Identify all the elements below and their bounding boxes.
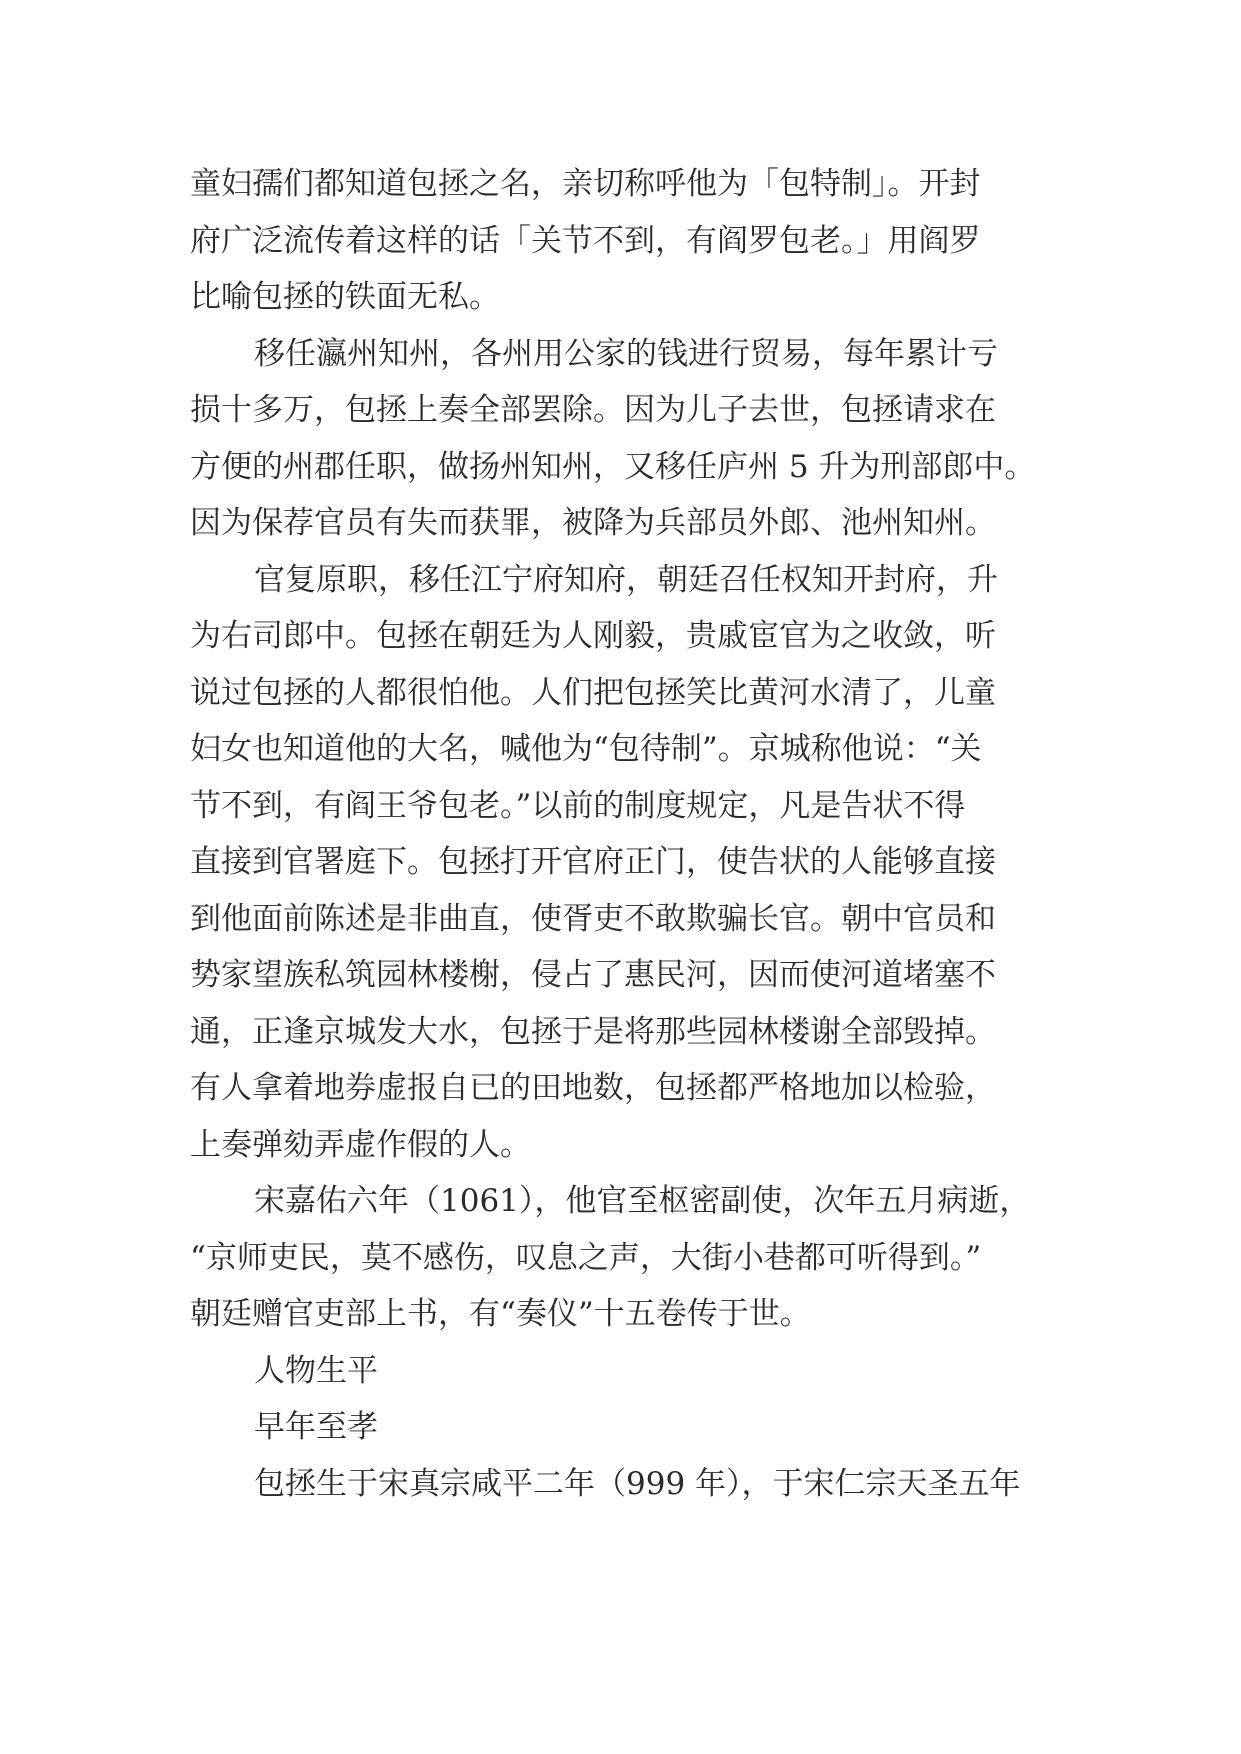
text-line: 通，正逢京城发大水，包拯于是将那些园林楼谢全部毁掉。 <box>190 1013 996 1050</box>
text-line: 为右司郎中。包拯在朝廷为人刚毅，贵戚宦官为之收敛，听 <box>190 618 996 654</box>
text-line: 因为保荐官员有失而获罪，被降为兵部员外郎、池州知州。 <box>190 505 996 541</box>
text-line: 比喻包拯的铁面无私。 <box>190 279 500 315</box>
paragraph-2 <box>190 326 1090 552</box>
text-line: 节不到，有阎王爷包老。”以前的制度规定，凡是告状不得 <box>190 787 966 824</box>
text-line: 上奏弹劾弄虚作假的人。 <box>190 1126 531 1163</box>
text-line: “京师吏民，莫不感伤，叹息之声，大街小巷都可听得到。” <box>190 1239 982 1276</box>
paragraph-5-first-line: 包拯生于宋真宗咸平二年（999 年），于宋仁宗天圣五年 <box>254 1465 1021 1502</box>
text-line: 损十多万，包拯上奏全部罢除。因为儿子去世，包拯请求在 <box>190 392 996 428</box>
text-line: 童妇孺们都知道包拯之名，亲切称呼他为「包特制」。开封 <box>190 166 981 202</box>
text-line: 移任瀛州知州，各州用公家的钱进行贸易，每年累计亏 <box>254 335 998 372</box>
text-line: 宋嘉佑六年（1061），他官至枢密副使，次年五月病逝， <box>254 1183 1031 1219</box>
text-line: 妇女也知道他的大名，喊他为“包待制”。京城称他说：“关 <box>190 731 982 767</box>
subsection-heading: 早年至孝 <box>254 1409 378 1445</box>
text-line: 势家望族私筑园林楼榭，侵占了惠民河，因而使河道堵塞不 <box>190 957 996 993</box>
text-line: 直接到官署庭下。包拯打开官府正门，使告状的人能够直接 <box>190 844 996 880</box>
document-body <box>190 156 1090 1512</box>
text-line: 有人拿着地券虚报自已的田地数，包拯都严格地加以检验， <box>190 1070 996 1106</box>
paragraph-1 <box>190 156 1090 326</box>
paragraph-4 <box>190 1173 1090 1343</box>
text-line: 官复原职，移任江宁府知府，朝廷召任权知开封府，升 <box>254 561 998 598</box>
text-line: 到他面前陈述是非曲直，使胥吏不敢欺骗长官。朝中官员和 <box>190 900 996 937</box>
text-line: 府广泛流传着这样的话「关节不到，有阎罗包老。」用阎罗 <box>190 222 981 259</box>
paragraph-3 <box>190 552 1090 1174</box>
text-line: 朝廷赠官吏部上书，有“奏仪”十五卷传于世。 <box>190 1296 811 1332</box>
section-heading: 人物生平 <box>254 1352 378 1389</box>
text-line: 说过包拯的人都很怕他。人们把包拯笑比黄河水清了，儿童 <box>190 674 996 711</box>
text-line: 方便的州郡任职，做扬州知州，又移任庐州 5 升为刑部郎中。 <box>190 448 1036 485</box>
